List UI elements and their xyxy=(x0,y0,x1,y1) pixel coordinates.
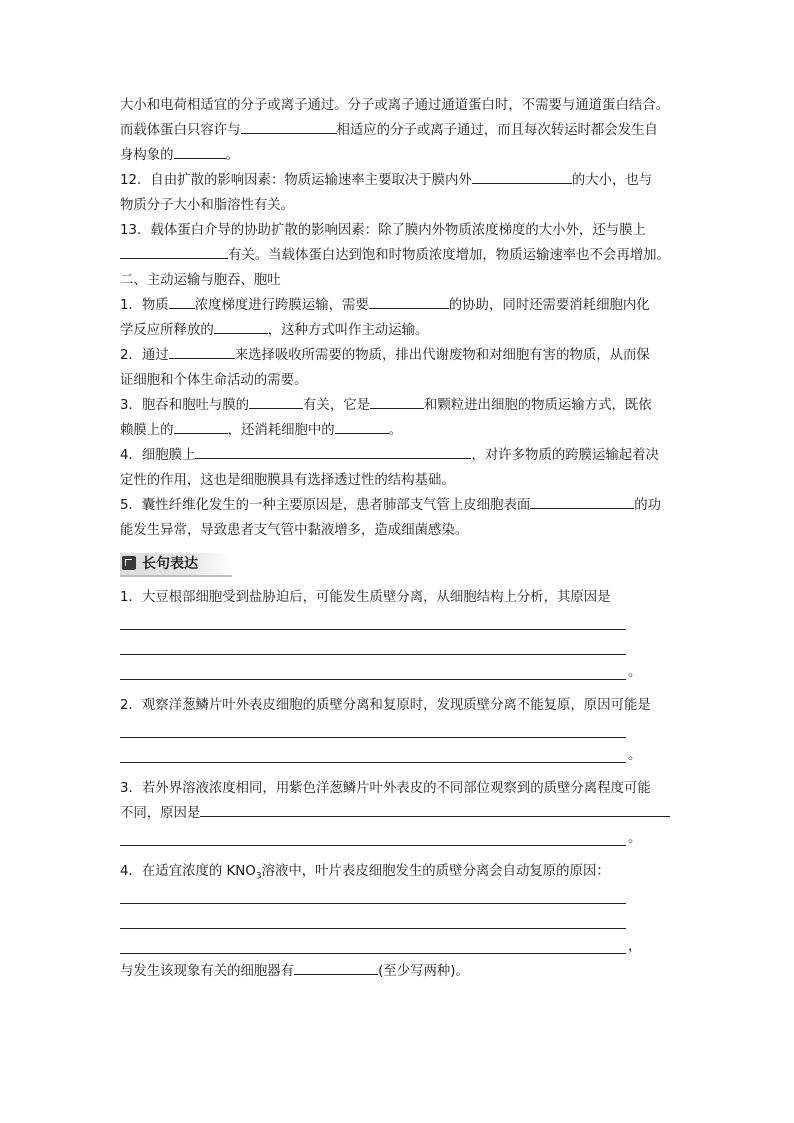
answer-line[interactable] xyxy=(120,610,680,635)
answer-blank[interactable] xyxy=(249,394,303,409)
text: ， xyxy=(628,939,642,954)
section-heading xyxy=(120,553,232,577)
section-icon xyxy=(122,556,136,570)
text-line xyxy=(120,493,680,518)
text: 。 xyxy=(388,423,403,438)
text-line xyxy=(120,418,680,443)
section-heading-text: 长句表达 xyxy=(142,556,198,572)
answer-blank[interactable] xyxy=(294,960,378,975)
answer-line[interactable] xyxy=(120,826,680,851)
text: 证细胞和个体生命活动的需要。 xyxy=(120,373,308,388)
text: 不同，原因是 xyxy=(120,806,201,821)
question-line xyxy=(120,693,680,718)
text-line xyxy=(120,93,680,118)
answer-blank[interactable] xyxy=(369,294,449,309)
text-line xyxy=(120,468,680,493)
section-title xyxy=(120,268,680,293)
answer-blank[interactable] xyxy=(174,144,226,159)
text: 有关，它是 xyxy=(303,398,370,413)
question-line xyxy=(120,801,680,826)
text: 身构象的 xyxy=(120,148,174,163)
text-line xyxy=(120,393,680,418)
text: 。 xyxy=(628,748,642,763)
answer-line[interactable] xyxy=(120,718,680,743)
text: 而载体蛋白只容许与 xyxy=(120,123,241,138)
text: 与发生该现象有关的细胞器有 xyxy=(120,964,295,979)
text: (至少写两种)。 xyxy=(378,964,469,979)
text: 。 xyxy=(225,148,239,163)
text: 有关。当载体蛋白达到饱和时物质浓度增加，物质运输速率也不会再增加。 xyxy=(228,248,670,263)
text-line xyxy=(120,368,680,393)
text: 大小和电荷相适宜的分子或离子通过。分子或离子通过通道蛋白时，不需要与通道蛋白结合。 xyxy=(120,98,670,113)
answer-blank[interactable] xyxy=(335,419,389,434)
text: ，这种方式叫作主动运输。 xyxy=(267,323,429,338)
text-line xyxy=(120,118,680,143)
text-line xyxy=(120,343,680,368)
answer-blank[interactable] xyxy=(530,494,634,509)
text: ，对许多物质的跨膜运输起着决 xyxy=(471,448,659,463)
text: 4．细胞膜上 xyxy=(120,448,196,463)
answer-blank[interactable] xyxy=(370,394,424,409)
question-line xyxy=(120,585,680,610)
text: 1．大豆根部细胞受到盐胁迫后，可能发生质壁分离，从细胞结构上分析，其原因是 xyxy=(120,590,611,605)
text-line xyxy=(120,243,680,268)
answer-blank[interactable] xyxy=(169,294,195,309)
text: 物质分子大小和脂溶性有关。 xyxy=(120,198,295,213)
text: 浓度梯度进行跨膜运输，需要 xyxy=(194,298,369,313)
text: 的功 xyxy=(634,498,662,513)
text: 。 xyxy=(628,831,642,846)
text: 和颗粒进出细胞的物质运输方式，既依 xyxy=(424,398,652,413)
document-page xyxy=(120,93,680,984)
answer-blank[interactable] xyxy=(241,119,337,134)
text-line xyxy=(120,168,680,193)
text-line xyxy=(120,193,680,218)
section-title-text: 二、主动运输与胞吞、胞吐 xyxy=(120,273,281,288)
text-line xyxy=(120,293,680,318)
text: 。 xyxy=(628,665,642,680)
text: 的大小，也与 xyxy=(571,173,653,188)
text: 赖膜上的 xyxy=(120,423,174,438)
text-line xyxy=(120,443,680,468)
answer-line[interactable] xyxy=(120,635,680,660)
answer-blank[interactable] xyxy=(169,344,235,359)
answer-line[interactable] xyxy=(120,884,680,909)
text-line xyxy=(120,143,680,168)
answer-blank[interactable] xyxy=(195,444,471,459)
text-line xyxy=(120,218,680,243)
text: 溶液中，叶片表皮细胞发生的质壁分离会自动复原的原因： xyxy=(261,864,610,879)
text-line xyxy=(120,518,680,543)
text: 4．在适宜浓度的 KNO xyxy=(120,864,256,879)
answer-blank[interactable] xyxy=(120,244,228,259)
subscript: 3 xyxy=(255,871,262,882)
question-line xyxy=(120,959,680,984)
text: 13．载体蛋白介导的协助扩散的影响因素：除了膜内外物质浓度梯度的大小外，还与膜上 xyxy=(120,223,646,238)
answer-blank[interactable] xyxy=(200,802,670,817)
text: 12．自由扩散的影响因素：物质运输速率主要取决于膜内外 xyxy=(120,173,472,188)
answer-blank[interactable] xyxy=(214,319,268,334)
text: 定性的作用，这也是细胞膜具有选择透过性的结构基础。 xyxy=(120,473,455,488)
text: 3．胞吞和胞吐与膜的 xyxy=(120,398,250,413)
text: 能发生异常，导致患者支气管中黏液增多，造成细菌感染。 xyxy=(120,523,469,538)
text: 学反应所释放的 xyxy=(120,323,214,338)
answer-line[interactable] xyxy=(120,934,680,959)
text-line xyxy=(120,318,680,343)
text: 1．物质 xyxy=(120,298,169,313)
answer-line[interactable] xyxy=(120,909,680,934)
text: 的协助，同时还需要消耗细胞内化 xyxy=(448,298,650,313)
text: 2．观察洋葱鳞片叶外表皮细胞的质壁分离和复原时，发现质壁分离不能复原，原因可能是 xyxy=(120,698,651,713)
question-line xyxy=(120,776,680,801)
text: 来选择吸收所需要的物质，排出代谢废物和对细胞有害的物质，从而保 xyxy=(234,348,650,363)
answer-blank[interactable] xyxy=(472,169,572,184)
question-line xyxy=(120,859,680,884)
text: 相适应的分子或离子通过，而且每次转运时都会发生自 xyxy=(336,123,658,138)
text: ，还消耗细胞中的 xyxy=(227,423,335,438)
text: 3．若外界溶液浓度相同，用紫色洋葱鳞片叶外表皮的不同部位观察到的质壁分离程度可能 xyxy=(120,781,651,796)
answer-line[interactable] xyxy=(120,660,680,685)
text: 2．通过 xyxy=(120,348,169,363)
answer-blank[interactable] xyxy=(174,419,228,434)
answer-line[interactable] xyxy=(120,743,680,768)
text: 5．囊性纤维化发生的一种主要原因是，患者肺部支气管上皮细胞表面 xyxy=(120,498,531,513)
